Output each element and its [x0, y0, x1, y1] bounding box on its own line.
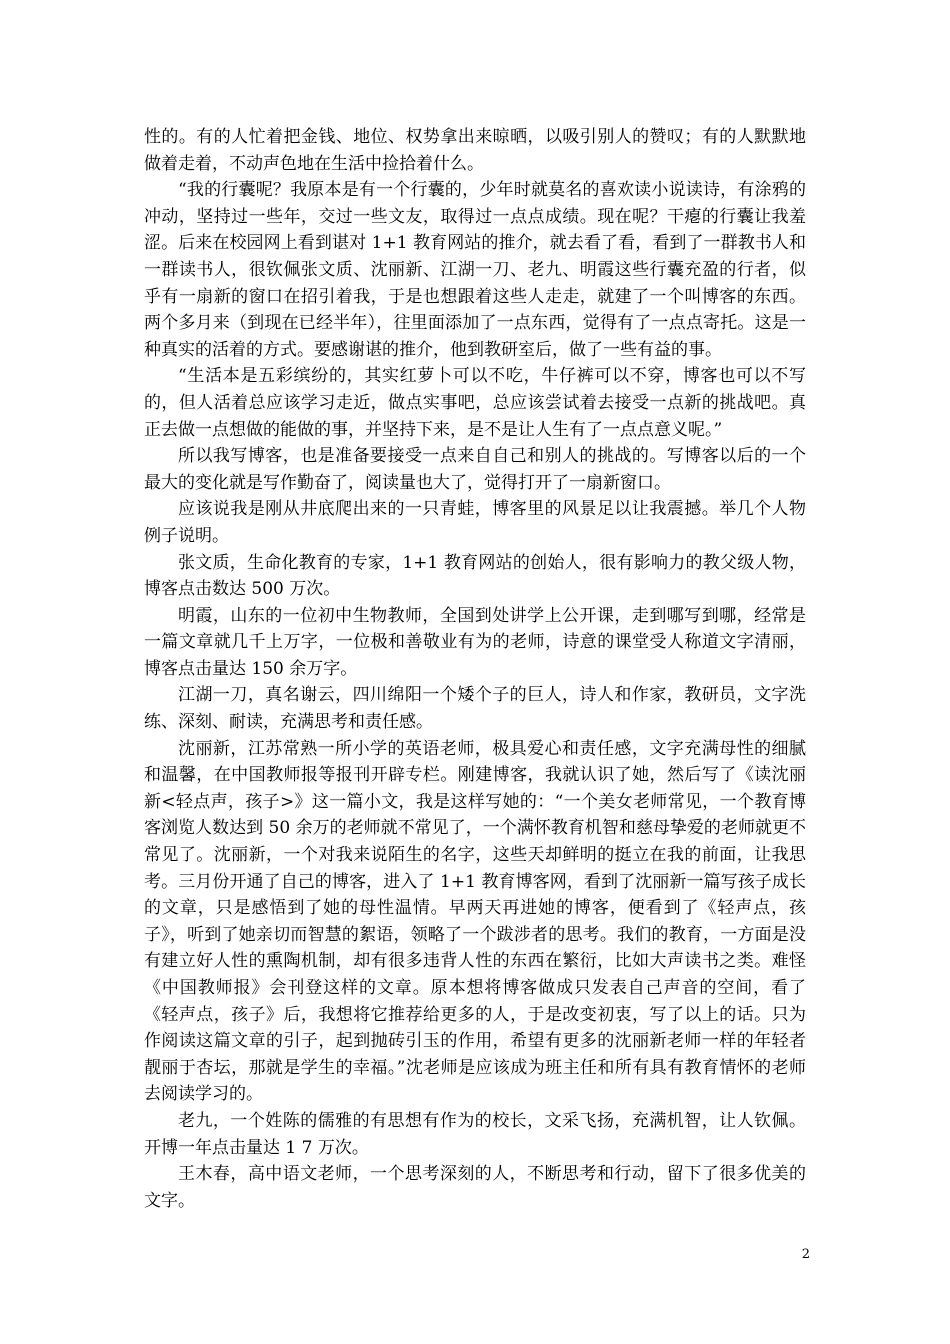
body-text: [144, 124, 806, 1214]
paragraph-zhang-wenzhi: 张文质，生命化教育的专家，1+1 教育网站的创始人，很有影响力的教父级人物，博客点击数达 500 万次。: [144, 552, 806, 600]
paragraph-why-blog: 所以我写博客，也是准备要接受一点来自自己和别人的挑战的。写博客以后的一个最大的变化就是写作勤奋了，阅读量也大了，觉得打开了一扇新窗口。: [144, 446, 806, 493]
paragraph-wang-muchun: 王木春，高中语文老师，一个思考深刻的人，不断思考和行动，留下了很多优美的文字。: [144, 1164, 806, 1211]
paragraph-shen-lixin: 沈丽新，江苏常熟一所小学的英语老师，极具爱心和责任感，文字充满母性的细腻和温馨，在中国教师报等报刊开辟专栏。刚建博客，我就认识了她，然后写了《读沈丽新<轻点声，孩子>》这一篇小文，我是这样写她的：“一个美女老师常见，一个教育博客浏览人数达到 50 余万的老师就不常见了，一个满怀教育机智和慈母挚爱的老师就更不常见了。沈丽新，一个对我来说陌生的名字，这些天却鲜明的挺立在我的前面，让我思考。三月份开通了自己的博客，进入了 1+1 教育博客网，看到了沈丽新一篇写孩子成长的文章，只是感悟到了她的母性温情。早两天再进她的博客，便看到了《轻声点，孩子》，听到了她亲切而智慧的絮语，领略了一个跋涉者的思考。我们的教育，一方面是没有建立好人性的熏陶机制，却有很多违背人性的东西在繁衍，比如大声读书之类。难怪《中国教师报》会刊登这样的文章。原本想将博客做成只发表自己声音的空间，看了《轻声点，孩子》后，我想将它推荐给更多的人，于是改变初衷，写了以上的话。只为作阅读这篇文章的引子，起到抛砖引玉的作用，希望有更多的沈丽新老师一样的年轻者靓丽于杏坛，那就是学生的幸福。”沈老师是应该成为班主任和所有具有教育情怀的老师去阅读学习的。: [144, 738, 806, 1105]
paragraph-quote-luggage: “我的行囊呢？我原本是有一个行囊的，少年时就莫名的喜欢读小说读诗，有涂鸦的冲动，坚持过一些年，交过一些文友，取得过一点点成绩。现在呢？干瘪的行囊让我羞涩。后来在校园网上看到谌对 1+1 教育网站的推介，就去看了看，看到了一群教书人和一群读书人，很钦佩张文质、沈丽新、江湖一刀、老九、明霞这些行囊充盈的行者，似乎有一扇新的窗口在招引着我，于是也想跟着这些人走走，就建了一个叫博客的东西。两个多月来（到现在已经半年），往里面添加了一点东西，觉得有了一点点寄托。这是一种真实的活着的方式。要感谢谌的推介，他到教研室后，做了一些有益的事。: [144, 180, 806, 360]
paragraph-frog: 应该说我是刚从井底爬出来的一只青蛙，博客里的风景足以让我震撼。举几个人物例子说明。: [144, 499, 806, 546]
paragraph-continuation: 性的。有的人忙着把金钱、地位、权势拿出来晾晒，以吸引别人的赞叹；有的人默默地做着走着，不动声色地在生活中捡拾着什么。: [144, 127, 806, 174]
paragraph-ming-xia: 明霞，山东的一位初中生物教师，全国到处讲学上公开课，走到哪写到哪，经常是一篇文章就几千上万字，一位极和善敬业有为的老师，诗意的课堂受人称道文字清丽，博客点击量达 150 余万字。: [144, 605, 806, 679]
paragraph-lao-jiu: 老九，一个姓陈的儒雅的有思想有作为的校长，文采飞扬，充满机智，让人钦佩。开博一年点击量达 1 7 万次。: [144, 1110, 806, 1158]
paragraph-jianghu-yidao: 江湖一刀，真名谢云，四川绵阳一个矮个子的巨人，诗人和作家，教研员，文字洗练、深刻、耐读，充满思考和责任感。: [144, 685, 806, 733]
paragraph-quote-life: “生活本是五彩缤纷的，其实红萝卜可以不吃，牛仔裤可以不穿，博客也可以不写的，但人活着总应该学习走近，做点实事吧，总应该尝试着去接受一点新的挑战吧。真正去做一点想做的能做的事，并坚持下来，是不是让人生有了一点点意义呢。”: [144, 366, 806, 440]
page-number: 2: [801, 1247, 810, 1262]
